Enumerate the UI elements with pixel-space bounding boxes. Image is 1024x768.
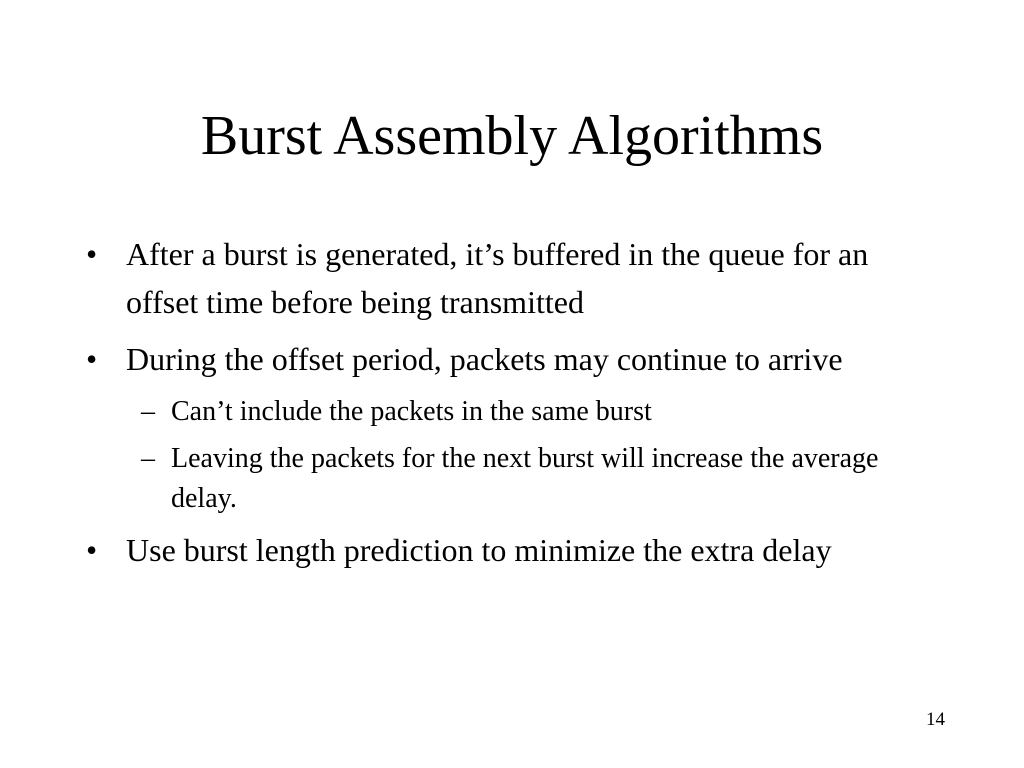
bullet-marker: • (86, 532, 98, 568)
bullet-item (86, 335, 936, 383)
bullet-item (86, 526, 936, 574)
slide-title: Burst Assembly Algorithms (200, 105, 824, 167)
bullet-item (86, 230, 936, 326)
sub-bullet-text: Leaving the packets for the next burst will increase the average delay. (171, 443, 879, 514)
sub-list (86, 392, 936, 519)
sub-bullet-item (86, 439, 936, 519)
sub-bullet-marker: – (141, 396, 155, 427)
bullet-marker: • (86, 236, 98, 272)
sub-bullet-text: Can’t include the packets in the same burst (171, 396, 652, 427)
sub-bullet-marker: – (141, 443, 155, 474)
bullet-text: During the offset period, packets may continue to arrive (126, 341, 843, 377)
bullet-text: After a burst is generated, it’s buffered in the queue for an offset time before being transmitted (126, 236, 869, 320)
slide-body (86, 230, 936, 583)
bullet-marker: • (86, 341, 98, 377)
sub-bullet-item (86, 392, 936, 432)
bullet-text: Use burst length prediction to minimize the extra delay (126, 532, 832, 568)
page-number: 14 (926, 709, 945, 730)
